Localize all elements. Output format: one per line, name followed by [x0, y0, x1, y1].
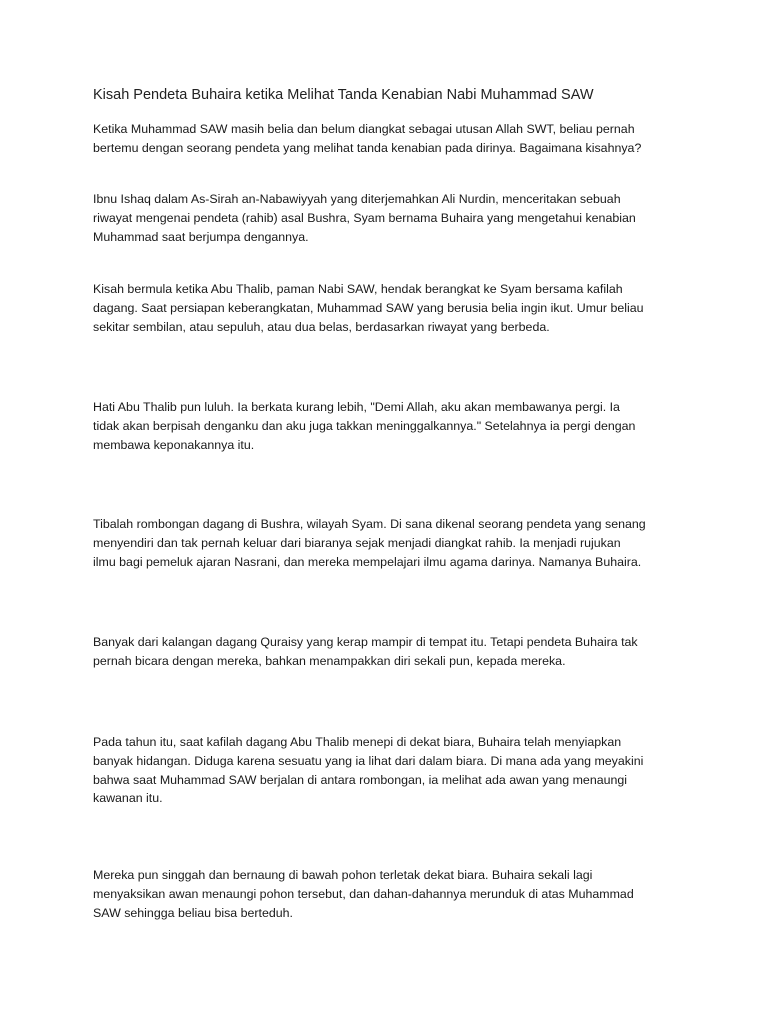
- paragraph-8: [93, 866, 693, 922]
- document-title: Kisah Pendeta Buhaira ketika Melihat Tanda Kenabian Nabi Muhammad SAW: [93, 87, 594, 103]
- paragraph-6: [93, 633, 693, 671]
- paragraph-line: ilmu bagi pemeluk ajaran Nasrani, dan mereka mempelajari ilmu agama darinya. Namanya Buhaira.: [93, 554, 642, 569]
- paragraph-line: bahwa saat Muhammad SAW berjalan di antara rombongan, ia melihat ada awan yang menaungi: [93, 772, 628, 787]
- paragraph-line: SAW sehingga beliau bisa berteduh.: [93, 905, 293, 920]
- paragraph-line: Muhammad saat berjumpa dengannya.: [93, 229, 309, 244]
- paragraph-line: Kisah bermula ketika Abu Thalib, paman Nabi SAW, hendak berangkat ke Syam bersama kafilah: [93, 282, 623, 296]
- paragraph-line: Banyak dari kalangan dagang Quraisy yang kerap mampir di tempat itu. Tetapi pendeta Buhaira tak: [93, 635, 638, 649]
- paragraph-line: kawanan itu.: [93, 791, 163, 806]
- paragraph-line: sekitar sembilan, atau sepuluh, atau dua belas, berdasarkan riwayat yang berbeda.: [93, 319, 550, 334]
- paragraph-line: Tibalah rombongan dagang di Bushra, wilayah Syam. Di sana dikenal seorang pendeta yang senang: [93, 517, 646, 531]
- paragraph-5: [93, 515, 693, 571]
- paragraph-line: menyaksikan awan menaungi pohon tersebut, dan dahan-dahannya merunduk di atas Muhammad: [93, 886, 634, 901]
- paragraph-line: tidak akan berpisah denganku dan aku juga takkan meninggalkannya." Setelahnya ia pergi dengan: [93, 418, 636, 433]
- paragraph-4: [93, 398, 693, 454]
- paragraph-line: banyak hidangan. Diduga karena sesuatu yang ia lihat dari dalam biara. Di mana ada yang meyakini: [93, 753, 644, 768]
- paragraph-2: [93, 190, 693, 246]
- paragraph-line: menyendiri dan tak pernah keluar dari biaranya sejak menjadi diangkat rahib. Ia menjadi rujukan: [93, 535, 621, 550]
- paragraph-line: bertemu dengan seorang pendeta yang melihat tanda kenabian pada dirinya. Bagaimana kisahnya?: [93, 140, 642, 155]
- paragraph-3: [93, 280, 693, 336]
- paragraph-line: Hati Abu Thalib pun luluh. Ia berkata kurang lebih, "Demi Allah, aku akan membawanya pergi. Ia: [93, 400, 620, 414]
- paragraph-line: Mereka pun singgah dan bernaung di bawah pohon terletak dekat biara. Buhaira sekali lagi: [93, 868, 593, 882]
- paragraph-7: [93, 733, 693, 808]
- paragraph-line: Ibnu Ishaq dalam As-Sirah an-Nabawiyyah yang diterjemahkan Ali Nurdin, menceritakan sebuah: [93, 192, 621, 206]
- paragraph-line: membawa keponakannya itu.: [93, 437, 255, 452]
- paragraph-line: dagang. Saat persiapan keberangkatan, Muhammad SAW yang berusia belia ingin ikut. Umur beliau: [93, 300, 644, 315]
- paragraph-1: [93, 120, 693, 158]
- paragraph-line: pernah bicara dengan mereka, bahkan menampakkan diri sekali pun, kepada mereka.: [93, 653, 566, 668]
- paragraph-line: riwayat mengenai pendeta (rahib) asal Bushra, Syam bernama Buhaira yang mengetahui kenabian: [93, 210, 636, 225]
- paragraph-line: Pada tahun itu, saat kafilah dagang Abu Thalib menepi di dekat biara, Buhaira telah menyiapkan: [93, 735, 622, 749]
- paragraph-line: Ketika Muhammad SAW masih belia dan belum diangkat sebagai utusan Allah SWT, beliau pernah: [93, 122, 635, 136]
